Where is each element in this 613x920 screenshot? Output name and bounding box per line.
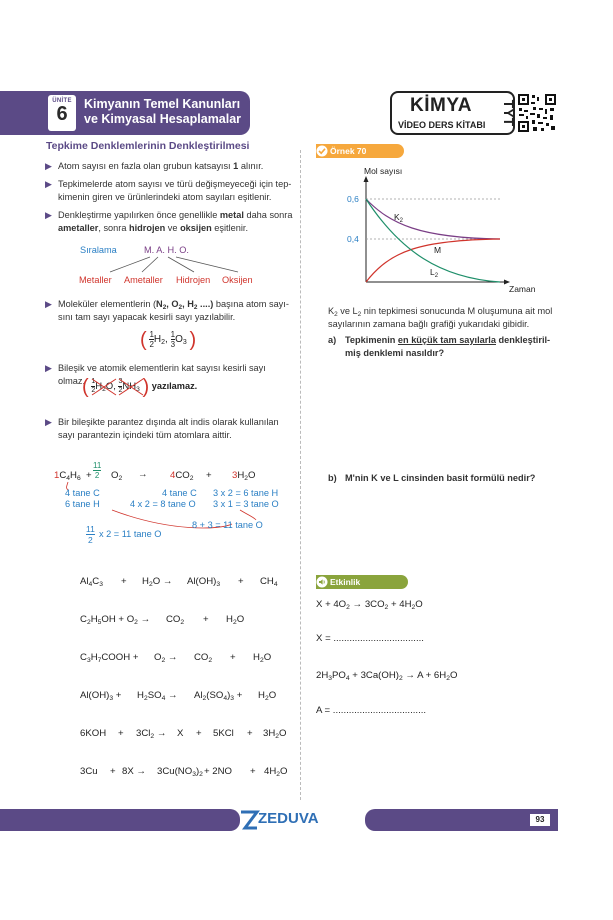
- unit-badge: [48, 95, 76, 131]
- worked-o-calc2: 3 x 1 = 3 tane O: [213, 499, 279, 509]
- activity-equation-2: $2H_3PO_4 + 3Ca(OH)_2 \to A + 6H_2O$: [316, 670, 458, 682]
- worked-lhs: $1C_4H_6$: [54, 470, 81, 482]
- order-code: M. A. H. O.: [144, 245, 189, 255]
- exercise-5: 6KOH + $3Cl_2$ → X + 5KCl + $3H_2O$: [80, 728, 287, 740]
- rule-bullet-4: ▶ Moleküler elementlerin ($N_2$, $O_2$, $H_2$ ....) başına atom sayı- sını tam sayı yapacak kesirli sayı yazılabilir.: [45, 299, 289, 322]
- chart-ytick-04: 0,4: [347, 234, 359, 244]
- exercise-2: $C_2H_5OH + O_2$ → $CO_2$ + $H_2O$: [80, 614, 245, 626]
- worked-plus-2: +: [206, 470, 212, 481]
- example-label: Örnek 70: [330, 146, 367, 156]
- worked-h-calc: 3 x 2 = 6 tane H: [213, 488, 279, 498]
- worked-arrow: →: [138, 469, 148, 480]
- unit-label: ÜNİTE: [52, 98, 72, 104]
- bullet-arrow-icon: ▶: [45, 210, 52, 220]
- worked-o-sum: 8 + 3 = 11 tane O: [192, 520, 263, 530]
- section-title: Tepkime Denklemlerinin Denkleştirilmesi: [46, 140, 250, 152]
- example-description: $K_2$ ve $L_2$ nin tepkimesi sonucunda M oluşumuna ait mol sayılarının zamana bağlı grafiği yukarıdaki gibidir.: [328, 306, 553, 329]
- question-b: M'nin K ve L cinsinden basit formülü nedir?: [345, 473, 536, 483]
- footer-band-left: [0, 809, 240, 831]
- unit-title-line2: ve Kimyasal Hesaplamalar: [84, 112, 242, 126]
- activity-label: Etkinlik: [330, 577, 361, 587]
- crossed-example: ( $\frac{1}{2}$ $H_2O$, $\frac{3}{2}$ $NH_3$ ) yazılamaz.: [82, 376, 198, 398]
- unit-number: 6: [56, 103, 68, 125]
- order-arrows: [90, 254, 270, 276]
- brand-logo-icon: [240, 810, 258, 830]
- cross-out-mark: [91, 378, 117, 396]
- order-item-hydrogen: Hidrojen: [176, 275, 211, 285]
- order-item-metal: Metaller: [79, 275, 112, 285]
- worked-c1: 4 tane C: [65, 488, 100, 498]
- l2-label: $L_2$: [430, 267, 439, 279]
- qr-code-icon[interactable]: [517, 93, 557, 133]
- level-label: [488, 93, 517, 133]
- column-divider: [300, 150, 302, 800]
- order-item-ametal: Ametaller: [124, 275, 163, 285]
- worked-plus: +: [86, 470, 92, 481]
- worked-o2-fraction: 11 2: [93, 461, 102, 480]
- question-a-label: a): [328, 335, 337, 345]
- exercise-4: $Al(OH)_3$ + $H_2SO_4$ → $Al_2(SO_4)_3$ + $H_2O$: [80, 690, 277, 702]
- book-title: KİMYA: [410, 95, 472, 116]
- unit-title: [84, 97, 241, 127]
- chart-ylabel: Mol sayısı: [364, 166, 403, 176]
- activity-answer-2[interactable]: A = ...................................: [316, 705, 427, 716]
- cross-out-mark: [118, 378, 144, 396]
- rule-bullet-5: ▶ Bileşik ve atomik elementlerin kat sayısı kesirli sayı olmaz.: [45, 363, 266, 386]
- bullet-arrow-icon: ▶: [45, 161, 52, 171]
- k2-label: $K_2$: [394, 212, 403, 224]
- rule-bullet-2: ▶ Tepkimelerde atom sayısı ve türü değişmeyeceği için tep- kimenin giren ve ürünlerindeki atom sayıları eşitlenir.: [45, 179, 292, 202]
- exercise-3: $C_3H_7COOH$ + $O_2$ → $CO_2$ + $H_2O$: [80, 652, 272, 664]
- order-item-oxygen: Oksijen: [222, 275, 253, 285]
- worked-h1: 6 tane H: [65, 499, 100, 509]
- bullet-arrow-icon: ▶: [45, 299, 52, 309]
- worked-o-total: x 2 = 11 tane O: [99, 529, 162, 539]
- unit-title-line1: Kimyanın Temel Kanunları: [84, 97, 241, 111]
- exercise-1: $Al_4C_3$ + $H_2O$ → $Al(OH)_3$ + $CH_4$: [80, 576, 278, 588]
- book-subtitle: VİDEO DERS KİTABI: [398, 120, 486, 130]
- brand-name: ZEDUVA: [258, 810, 319, 827]
- rule-bullet-6: ▶ Bir bileşikte parantez dışında alt indis olarak kullanılan sayı parantezin içindeki tüm atomlara aittir.: [45, 417, 279, 440]
- worked-o-calc1: 4 x 2 = 8 tane O: [130, 499, 196, 509]
- y-axis-arrow-icon: [364, 176, 369, 182]
- crossed-note: yazılamaz.: [151, 381, 198, 391]
- bullet-arrow-icon: ▶: [45, 179, 52, 189]
- worked-c2: 4 tane C: [162, 488, 197, 498]
- worked-rhs2: $3H_2O$: [232, 470, 256, 482]
- bullet-arrow-icon: ▶: [45, 363, 52, 373]
- level-text: TYT: [501, 99, 517, 127]
- speaker-icon: [316, 576, 328, 588]
- fraction-example: ( $\frac{1}{2}$ $H_2$, $\frac{1}{3}$ $O_3$ ): [140, 329, 197, 351]
- check-circle-icon: [316, 145, 328, 157]
- k2-curve: [366, 199, 500, 239]
- exercise-6: 3Cu + 8X → $3Cu(NO_3)_2$ + 2NO + $4H_2O$: [80, 766, 288, 778]
- m-label: M: [434, 245, 442, 255]
- question-b-label: b): [328, 473, 337, 483]
- x-axis-arrow-icon: [504, 280, 510, 285]
- bullet-arrow-icon: ▶: [45, 417, 52, 427]
- page-number: 93: [530, 814, 550, 826]
- chart-xlabel: Zaman: [509, 284, 536, 294]
- worked-rhs1: $4CO_2$: [170, 470, 194, 482]
- chart-ytick-06: 0,6: [347, 194, 359, 204]
- question-a: Tepkimenin en küçük tam sayılarla denkleştiril- miş denklemi nasıldır?: [345, 335, 551, 358]
- worked-o-total-fraction: 11 2: [86, 524, 95, 545]
- rule-bullet-3: ▶ Denkleştirme yapılırken önce genellikle metal daha sonra ametaller, sonra hidrojen ve oksijen eşitlenir.: [45, 210, 293, 233]
- worked-o2: $O_2$: [111, 470, 123, 482]
- order-label: Sıralama: [80, 245, 117, 255]
- activity-equation-1: $X + 4O_2 \to 3CO_2 + 4H_2O$: [316, 599, 423, 611]
- activity-answer-1[interactable]: X = ..................................: [316, 633, 424, 644]
- rule-bullet-1: ▶ Atom sayısı en fazla olan grubun katsayısı 1 alınır.: [45, 161, 264, 171]
